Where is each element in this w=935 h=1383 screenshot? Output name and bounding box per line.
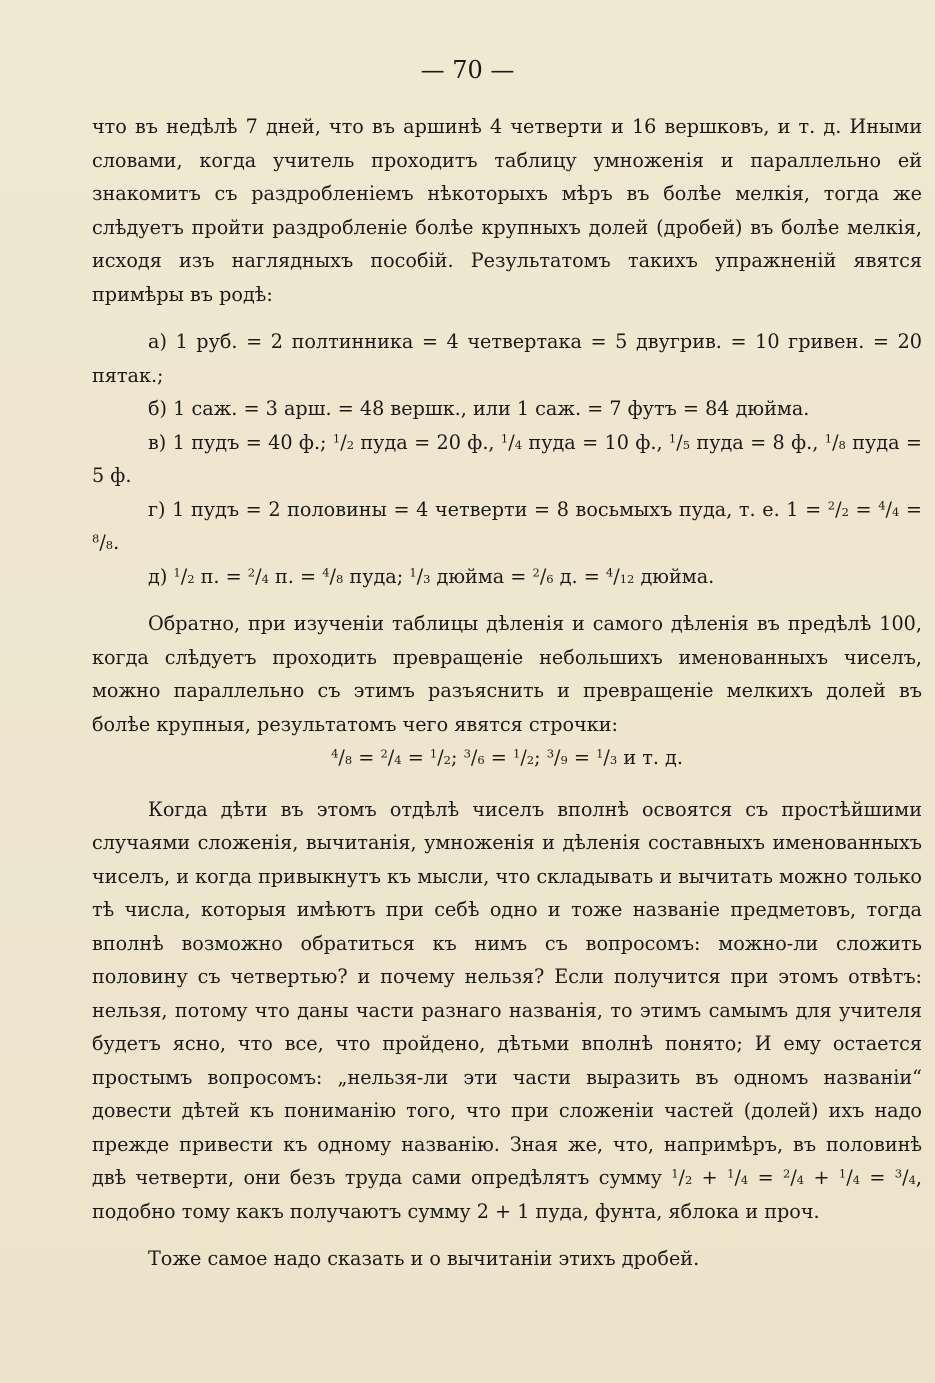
fraction-denominator: 3 [423,571,431,586]
example-d-text: д) [148,564,174,588]
example-b: б) 1 саж. = 3 арш. = 48 вершк., или 1 саж. = 7 футъ = 84 дюйма. [148,397,810,420]
fraction-denominator: 2 [346,437,355,452]
example-d: д) $^1$/2 п. = $^2$/4 п. = $^4$/8 пуда; $^1$/3 дюйма = $^2$/6 д. = $^4$/12 дюйма. [148,564,715,588]
fraction-denominator: 3 [609,753,618,767]
fraction-denominator: 4 [908,1173,916,1187]
fraction-denominator: 2 [526,753,535,767]
formula-text: = [401,746,430,769]
fraction-denominator: 4 [514,437,523,452]
example-g-text: г) 1 пудъ = 2 половины = 4 четверти = 8 восьмыхъ пуда, т. е. 1 = [148,497,828,521]
fraction-denominator: 2 [443,753,451,767]
children-paragraph-text: = [860,1166,895,1189]
example-d-text: п. = [194,564,248,588]
fraction-numerator: 2 [783,1166,791,1181]
fraction-numerator: 1 [512,746,521,761]
page-body [92,110,922,1276]
fraction-numerator: 2 [247,565,256,580]
example-g-text: . [113,531,120,554]
fraction-formula: $^4$/8 = $^2$/4 = $^1$/2; $^3$/6 = $^1$/2; $^3$/9 = $^1$/3 и т. д. [331,746,683,769]
fraction-numerator: 1 [668,431,677,446]
example-v-text: пуда = 8 ф., [690,430,825,454]
fraction-numerator: 4 [331,746,339,761]
fraction-numerator: 1 [409,565,417,580]
fraction-denominator: 4 [261,571,269,586]
children-paragraph-text: + [804,1166,839,1189]
formula-text: ; [451,746,464,769]
fraction-numerator: 1 [332,431,341,446]
fraction-numerator: 2 [380,746,388,761]
fraction-numerator: 4 [322,565,330,580]
example-v-text: пуда = 10 ф., [522,430,669,454]
example-g: г) 1 пудъ = 2 половины = 4 четверти = 8 восьмыхъ пуда, т. е. 1 = $^2$/2 = $^4$/4 = $^8$/8. [92,497,922,554]
example-d-text: п. = [268,564,323,588]
fraction-denominator: 2 [685,1173,693,1187]
example-d-text: дюйма. [634,564,715,588]
spacer [92,1228,922,1242]
children-paragraph-text: , подобно тому какъ получаютъ сумму 2 + 1 пуда, фунта, яблока и проч. [92,1166,923,1223]
formula-text: = [352,746,381,769]
fraction-numerator: 3 [463,746,471,761]
fraction-denominator: 8 [105,538,114,552]
fraction-denominator: 6 [546,571,554,586]
fraction-denominator: 8 [335,571,344,586]
fraction-denominator: 4 [796,1173,805,1187]
fraction-denominator: 12 [619,571,635,586]
fraction-numerator: 1 [838,1166,847,1181]
fraction-denominator: 6 [477,753,485,767]
example-d-text: пуда; [343,564,410,588]
children-paragraph-text: Когда дѣти въ этомъ отдѣлѣ чиселъ вполнѣ освоятся съ простѣйшими случаями сложенія, вычитанія, умноженія и дѣленія составныхъ именованныхъ чиселъ, и когда привыкнутъ къ мысли, что складывать и вычитать можно только тѣ числа, которыя имѣютъ при себѣ одно и тоже названіе предметовъ, тогда вполнѣ возможно обратиться къ нимъ съ вопросомъ: можно-ли сложить половину съ четвертью? и почему нельзя? Если получится при этомъ отвѣтъ: нельзя, потому что даны части разнаго названія, то этимъ самымъ для учителя будетъ ясно, что все, что пройдено, дѣтьми вполнѣ понято; И ему остается простымъ вопросомъ: „нельзя-ли эти части выразить въ одномъ названіи“ довести дѣтей къ пониманію того, что при сложеніи частей (долей) ихъ надо прежде привести къ одному названію. Зная же, что, напримѣръ, въ половинѣ двѣ четверти, они безъ труда сами опредѣлятъ сумму [92,797,922,1189]
fraction-denominator: 2 [841,504,849,519]
formula-text: = [484,746,513,769]
formula-text: и т. д. [617,746,683,769]
fraction-denominator: 4 [740,1173,749,1187]
fraction-numerator: 8 [92,531,100,546]
fraction-numerator: 1 [727,1166,735,1181]
spacer [92,775,922,793]
fraction-numerator: 1 [671,1166,679,1181]
example-v-text: пуда = 20 ф., [354,430,501,454]
fraction-denominator: 2 [187,571,195,586]
example-g-text: = [899,497,922,521]
example-d-text: д. = [553,564,606,588]
fraction-numerator: 4 [878,498,886,513]
fraction-denominator: 4 [394,753,402,767]
spacer [92,311,922,325]
fraction-denominator: 8 [838,437,846,452]
fraction-numerator: 1 [596,746,604,761]
spacer [92,593,922,607]
intro-paragraph: что въ недѣлѣ 7 дней, что въ аршинѣ 4 четверти и 16 вершковъ, и т. д. Иными словами, когда учитель проходитъ таблицу умноженія и параллельно ей знакомитъ съ раздробленіемъ нѣкоторыхъ мѣръ въ болѣе мелкія, тогда же слѣдуетъ пройти раздробленіе болѣе крупныхъ долей (дробей) въ болѣе мелкія, исходя изъ наглядныхъ пособій. Результатомъ такихъ упражненій явятся примѣры въ родѣ: [92,115,922,306]
formula-text: ; [534,746,547,769]
fraction-numerator: 3 [894,1166,903,1181]
division-paragraph: Обратно, при изученіи таблицы дѣленія и самого дѣленія въ предѣлѣ 100, когда слѣдуетъ проходить превращеніе небольшихъ именованныхъ чиселъ, можно параллельно съ этимъ разъяснить и превращеніе мелкихъ долей въ болѣе крупныя, результатомъ чего явятся строчки: [92,612,922,736]
children-paragraph-text: + [692,1166,728,1189]
children-paragraph-text: = [748,1166,783,1189]
fraction-numerator: 3 [546,746,555,761]
fraction-denominator: 5 [682,437,691,452]
formula-text: = [567,746,597,769]
fraction-numerator: 1 [173,565,181,580]
fraction-numerator: 1 [429,746,438,761]
fraction-denominator: 9 [560,753,568,767]
children-paragraph: Когда дѣти въ этомъ отдѣлѣ чиселъ вполнѣ освоятся съ простѣйшими случаями сложенія, вычитанія, умноженія и дѣленія составныхъ именованныхъ чиселъ, и когда привыкнутъ къ мысли, что складывать и вычитать можно только тѣ числа, которыя имѣютъ при себѣ одно и тоже названіе предметовъ, тогда вполнѣ возможно обратиться къ нимъ съ вопросомъ: можно-ли сложить половину съ четвертью? и почему нельзя? Если получится при этомъ отвѣтъ: нельзя, потому что даны части разнаго названія, то этимъ самымъ для учителя будетъ ясно, что все, что пройдено, дѣтьми вполнѣ понято; И ему остается простымъ вопросомъ: „нельзя-ли эти части выразить въ одномъ названіи“ довести дѣтей къ пониманію того, что при сложеніи частей (долей) ихъ надо прежде привести къ одному названію. Зная же, что, напримѣръ, въ половинѣ двѣ четверти, они безъ труда сами опредѣлятъ сумму $^1$/2 + $^1$/4 = $^2$/4 + $^1$/4 = $^3$/4, подобно тому какъ получаютъ сумму 2 + 1 пуда, фунта, яблока и проч. [92,797,923,1223]
example-g-text: = [848,497,879,521]
example-a: а) 1 руб. = 2 полтинника = 4 четвертака = 5 двугрив. = 10 гривен. = 20 пятак.; [92,330,922,387]
example-v-text: пуда = 5 ф. [92,430,923,487]
example-v-text: в) 1 пудъ = 40 ф.; [148,430,333,454]
fraction-numerator: 4 [605,565,614,580]
example-v: в) 1 пудъ = 40 ф.; $^1$/2 пуда = 20 ф., $^1$/4 пуда = 10 ф., $^1$/5 пуда = 8 ф., $^1$/8 пуда = 5 ф. [92,430,923,487]
closing-paragraph: Тоже самое надо сказать и о вычитаніи этихъ дробей. [148,1247,700,1270]
fraction-denominator: 4 [891,504,900,519]
fraction-numerator: 1 [824,431,833,446]
fraction-numerator: 2 [827,498,836,513]
page-number: — 70 — [420,56,515,84]
fraction-numerator: 1 [500,431,509,446]
example-d-text: дюйма = [430,564,533,588]
fraction-numerator: 2 [532,565,540,580]
fraction-denominator: 8 [344,753,353,767]
fraction-denominator: 4 [852,1173,861,1187]
